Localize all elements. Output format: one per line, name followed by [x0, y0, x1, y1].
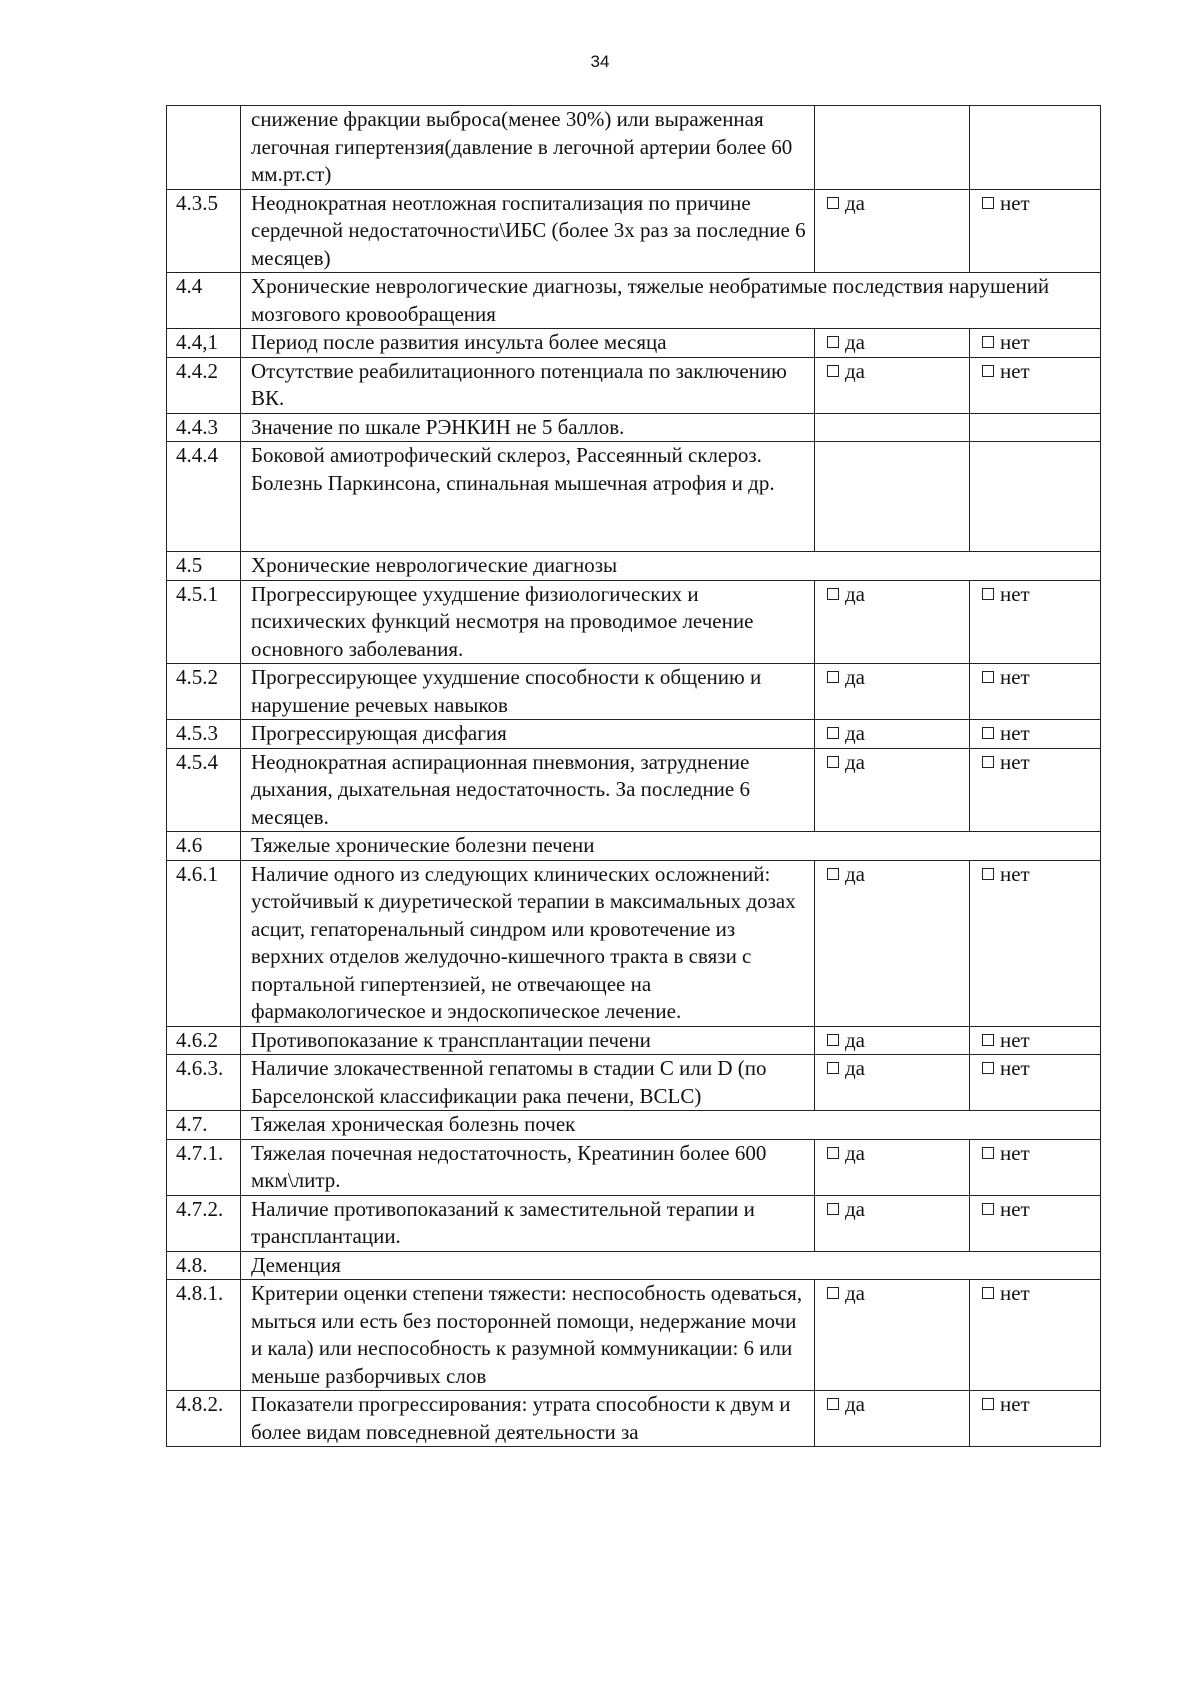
page-number: 34: [590, 52, 610, 71]
yes-label: да: [845, 190, 866, 215]
row-text: Период после развития инсульта более месяца: [241, 329, 815, 358]
row-number: 4.7.2.: [167, 1195, 241, 1251]
checkbox-yes[interactable]: [827, 588, 839, 600]
checkbox-yes[interactable]: [827, 1034, 839, 1046]
no-label: нет: [1000, 1056, 1030, 1080]
table-row: [167, 720, 1101, 749]
row-text: Прогрессирующее ухудшение способности к общению и нарушение речевых навыков: [241, 664, 815, 720]
checkbox-no[interactable]: [982, 1147, 994, 1159]
no-label: нет: [1000, 190, 1030, 215]
yes-label: да: [845, 1196, 866, 1221]
no-label: нет: [1000, 1392, 1030, 1416]
section-row: [167, 1251, 1101, 1280]
checkbox-no[interactable]: [982, 336, 994, 348]
section-number: 4.5: [167, 552, 241, 581]
row-number: 4.7.1.: [167, 1139, 241, 1195]
checkbox-yes[interactable]: [827, 1062, 839, 1074]
yes-cell-empty: [815, 442, 970, 552]
table-row: [167, 748, 1101, 832]
checkbox-no[interactable]: [982, 756, 994, 768]
checkbox-yes[interactable]: [827, 756, 839, 768]
no-label: нет: [1000, 1196, 1030, 1221]
row-text: Неоднократная аспирационная пневмония, затруднение дыхания, дыхательная недостаточность. За последние 6 месяцев.: [241, 748, 815, 832]
yes-option[interactable]: [815, 357, 970, 413]
yes-label: да: [845, 749, 866, 774]
yes-label: да: [845, 1140, 866, 1165]
no-option[interactable]: [970, 189, 1101, 273]
row-number: 4.5.4: [167, 748, 241, 832]
row-text: снижение фракции выброса(менее 30%) или выраженная легочная гипертензия(давление в легочной артерии более 60 мм.рт.ст): [241, 106, 815, 190]
checkbox-yes[interactable]: [827, 671, 839, 683]
yes-option[interactable]: [815, 189, 970, 273]
row-text: Боковой амиотрофический склероз, Рассеянный склероз. Болезнь Паркинсона, спинальная мышечная атрофия и др.: [241, 442, 815, 552]
no-option[interactable]: [970, 1139, 1101, 1195]
section-title: Тяжелые хронические болезни печени: [241, 832, 1101, 861]
section-row: [167, 832, 1101, 861]
table-row: [167, 329, 1101, 358]
no-label: нет: [1000, 1281, 1030, 1305]
row-number: 4.8.1.: [167, 1280, 241, 1391]
yes-label: да: [845, 581, 866, 606]
no-option[interactable]: [970, 357, 1101, 413]
table-row: [167, 860, 1101, 1026]
table-row: [167, 106, 1101, 190]
section-title: Деменция: [241, 1251, 1101, 1280]
row-text: Наличие противопоказаний к заместительной терапии и трансплантации.: [241, 1195, 815, 1251]
row-number: 4.5.1: [167, 580, 241, 664]
yes-option[interactable]: [815, 1391, 970, 1447]
no-option[interactable]: [970, 1026, 1101, 1055]
row-number: 4.5.3: [167, 720, 241, 749]
row-number: [167, 106, 241, 190]
row-number: 4.4.2: [167, 357, 241, 413]
yes-option[interactable]: [815, 329, 970, 358]
section-title: Тяжелая хроническая болезнь почек: [241, 1111, 1101, 1140]
yes-label: да: [845, 861, 866, 886]
no-cell-empty: [970, 442, 1101, 552]
no-cell-empty: [970, 106, 1101, 190]
no-label: нет: [1000, 581, 1030, 606]
row-text: Значение по шкале РЭНКИН не 5 баллов.: [241, 413, 815, 442]
row-number: 4.8.2.: [167, 1391, 241, 1447]
checkbox-no[interactable]: [982, 588, 994, 600]
row-number: 4.6.1: [167, 860, 241, 1026]
checkbox-yes[interactable]: [827, 727, 839, 739]
section-number: 4.7.: [167, 1111, 241, 1140]
section-row: [167, 1111, 1101, 1140]
checkbox-no[interactable]: [982, 1203, 994, 1215]
yes-label: да: [845, 665, 866, 689]
yes-option[interactable]: [815, 1055, 970, 1111]
table-row: [167, 1026, 1101, 1055]
section-number: 4.8.: [167, 1251, 241, 1280]
no-label: нет: [1000, 330, 1030, 354]
row-text: Противопоказание к трансплантации печени: [241, 1026, 815, 1055]
row-number: 4.3.5: [167, 189, 241, 273]
checkbox-no[interactable]: [982, 1034, 994, 1046]
section-title: Хронические неврологические диагнозы: [241, 552, 1101, 581]
no-option[interactable]: [970, 580, 1101, 664]
section-row: [167, 273, 1101, 329]
no-cell-empty: [970, 413, 1101, 442]
row-text: Критерии оценки степени тяжести: неспособность одеваться, мыться или есть без посторонней помощи, недержание мочи и кала) или неспособность к разумной коммуникации: 6 или меньше разборчивых слов: [241, 1280, 815, 1391]
table-row: [167, 442, 1101, 552]
checkbox-no[interactable]: [982, 671, 994, 683]
table-row: [167, 580, 1101, 664]
table-row: [167, 1391, 1101, 1447]
no-option[interactable]: [970, 1391, 1101, 1447]
table-row: [167, 357, 1101, 413]
criteria-table: [166, 105, 1101, 1447]
yes-option[interactable]: [815, 720, 970, 749]
yes-label: да: [845, 358, 866, 383]
no-label: нет: [1000, 749, 1030, 774]
row-number: 4.4,1: [167, 329, 241, 358]
no-label: нет: [1000, 358, 1030, 383]
checkbox-yes[interactable]: [827, 868, 839, 880]
table-row: [167, 1139, 1101, 1195]
no-label: нет: [1000, 721, 1030, 745]
yes-label: да: [845, 1281, 866, 1305]
table-row: [167, 189, 1101, 273]
no-label: нет: [1000, 1027, 1030, 1052]
table-row: [167, 1195, 1101, 1251]
row-text: Тяжелая почечная недостаточность, Креатинин более 600 мкм\литр.: [241, 1139, 815, 1195]
row-number: 4.5.2: [167, 664, 241, 720]
row-text: Наличие злокачественной гепатомы в стадии С или D (по Барселонской классификации рака печени, BCLC): [241, 1055, 815, 1111]
yes-option[interactable]: [815, 580, 970, 664]
yes-option[interactable]: [815, 860, 970, 1026]
checkbox-yes[interactable]: [827, 197, 839, 209]
checkbox-yes[interactable]: [827, 365, 839, 377]
yes-cell-empty: [815, 413, 970, 442]
table-row: [167, 1055, 1101, 1111]
checkbox-yes[interactable]: [827, 336, 839, 348]
yes-label: да: [845, 721, 866, 745]
yes-cell-empty: [815, 106, 970, 190]
yes-option[interactable]: [815, 1280, 970, 1391]
row-number: 4.4.3: [167, 413, 241, 442]
row-number: 4.6.2: [167, 1026, 241, 1055]
no-option[interactable]: [970, 748, 1101, 832]
no-option[interactable]: [970, 720, 1101, 749]
no-option[interactable]: [970, 329, 1101, 358]
yes-option[interactable]: [815, 1139, 970, 1195]
row-text: Прогрессирующая дисфагия: [241, 720, 815, 749]
table-row: [167, 413, 1101, 442]
row-text: Отсутствие реабилитационного потенциала по заключению ВК.: [241, 357, 815, 413]
section-number: 4.6: [167, 832, 241, 861]
no-option[interactable]: [970, 1280, 1101, 1391]
checkbox-yes[interactable]: [827, 1203, 839, 1215]
table-row: [167, 1280, 1101, 1391]
yes-option[interactable]: [815, 1026, 970, 1055]
row-text: Показатели прогрессирования: утрата способности к двум и более видам повседневной деятельности за: [241, 1391, 815, 1447]
no-option[interactable]: [970, 860, 1101, 1026]
no-label: нет: [1000, 665, 1030, 689]
checkbox-no[interactable]: [982, 197, 994, 209]
no-label: нет: [1000, 1140, 1030, 1165]
yes-option[interactable]: [815, 748, 970, 832]
yes-label: да: [845, 1027, 866, 1052]
row-text: Неоднократная неотложная госпитализация по причине сердечной недостаточности\ИБС (более 3х раз за последние 6 месяцев): [241, 189, 815, 273]
row-text: Наличие одного из следующих клинических осложнений: устойчивый к диуретической терапии в максимальных дозах асцит, гепаторенальный синдром или кровотечение из верхних отделов желудочно-кишечного тракта в связи с портальной гипертензией, не отвечающее на фармакологическое и эндоскопическое лечение.: [241, 860, 815, 1026]
row-number: 4.6.3.: [167, 1055, 241, 1111]
checkbox-yes[interactable]: [827, 1398, 839, 1410]
checkbox-yes[interactable]: [827, 1287, 839, 1299]
checkbox-no[interactable]: [982, 1062, 994, 1074]
checkbox-no[interactable]: [982, 868, 994, 880]
checkbox-no[interactable]: [982, 365, 994, 377]
checkbox-yes[interactable]: [827, 1147, 839, 1159]
row-text: Прогрессирующее ухудшение физиологических и психических функций несмотря на проводимое лечение основного заболевания.: [241, 580, 815, 664]
no-label: нет: [1000, 861, 1030, 886]
yes-label: да: [845, 1392, 866, 1416]
table-row: [167, 664, 1101, 720]
yes-option[interactable]: [815, 1195, 970, 1251]
yes-option[interactable]: [815, 664, 970, 720]
section-title: Хронические неврологические диагнозы, тяжелые необратимые последствия нарушений мозгового кровообращения: [241, 273, 1101, 329]
checkbox-no[interactable]: [982, 1398, 994, 1410]
section-row: [167, 552, 1101, 581]
no-option[interactable]: [970, 1055, 1101, 1111]
section-number: 4.4: [167, 273, 241, 329]
yes-label: да: [845, 1056, 866, 1080]
no-option[interactable]: [970, 664, 1101, 720]
checkbox-no[interactable]: [982, 727, 994, 739]
no-option[interactable]: [970, 1195, 1101, 1251]
checkbox-no[interactable]: [982, 1287, 994, 1299]
row-number: 4.4.4: [167, 442, 241, 552]
yes-label: да: [845, 330, 866, 354]
